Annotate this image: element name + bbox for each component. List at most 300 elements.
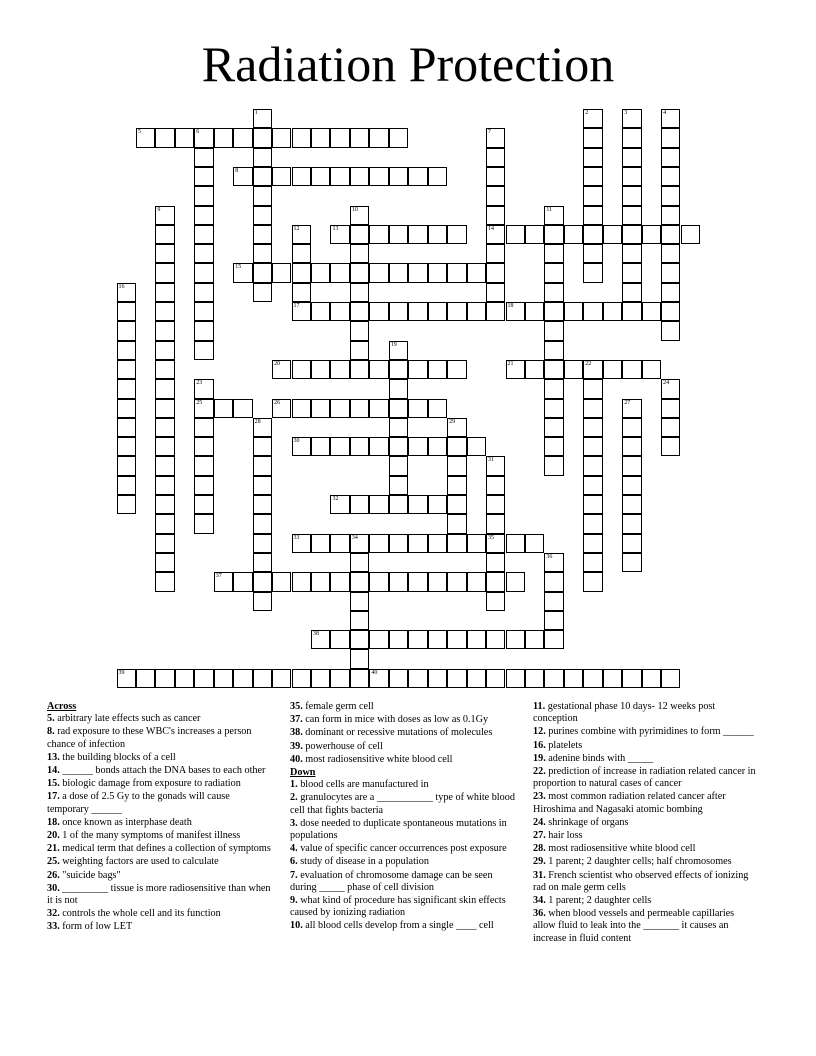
grid-cell[interactable] — [467, 437, 486, 456]
grid-cell[interactable] — [389, 630, 408, 649]
grid-cell[interactable] — [642, 302, 661, 321]
grid-cell[interactable] — [272, 263, 291, 282]
grid-cell[interactable] — [544, 456, 563, 475]
grid-cell[interactable] — [408, 399, 427, 418]
grid-cell[interactable] — [117, 399, 136, 418]
grid-cell[interactable] — [292, 302, 311, 321]
grid-cell[interactable] — [155, 399, 174, 418]
grid-cell[interactable] — [486, 476, 505, 495]
grid-cell[interactable] — [194, 456, 213, 475]
grid-cell[interactable] — [369, 630, 388, 649]
grid-cell[interactable] — [661, 225, 680, 244]
grid-cell[interactable] — [583, 514, 602, 533]
grid-cell[interactable] — [272, 399, 291, 418]
grid-cell[interactable] — [330, 437, 349, 456]
grid-cell[interactable] — [253, 514, 272, 533]
grid-cell[interactable] — [155, 360, 174, 379]
grid-cell[interactable] — [175, 669, 194, 688]
grid-cell[interactable] — [292, 283, 311, 302]
grid-cell[interactable] — [330, 630, 349, 649]
grid-cell[interactable] — [155, 553, 174, 572]
grid-cell[interactable] — [194, 148, 213, 167]
grid-cell[interactable] — [253, 128, 272, 147]
grid-cell[interactable] — [428, 572, 447, 591]
grid-cell[interactable] — [272, 360, 291, 379]
grid-cell[interactable] — [622, 109, 641, 128]
grid-cell[interactable] — [544, 630, 563, 649]
grid-cell[interactable] — [311, 167, 330, 186]
grid-cell[interactable] — [194, 514, 213, 533]
grid-cell[interactable] — [564, 360, 583, 379]
grid-cell[interactable] — [155, 669, 174, 688]
grid-cell[interactable] — [583, 572, 602, 591]
grid-cell[interactable] — [428, 534, 447, 553]
grid-cell[interactable] — [486, 244, 505, 263]
grid-cell[interactable] — [350, 167, 369, 186]
grid-cell[interactable] — [428, 360, 447, 379]
grid-cell[interactable] — [117, 341, 136, 360]
grid-cell[interactable] — [117, 418, 136, 437]
grid-cell[interactable] — [117, 456, 136, 475]
grid-cell[interactable] — [544, 399, 563, 418]
grid-cell[interactable] — [155, 341, 174, 360]
grid-cell[interactable] — [389, 495, 408, 514]
grid-cell[interactable] — [369, 572, 388, 591]
grid-cell[interactable] — [117, 476, 136, 495]
grid-cell[interactable] — [194, 321, 213, 340]
grid-cell[interactable] — [155, 302, 174, 321]
grid-cell[interactable] — [486, 283, 505, 302]
grid-cell[interactable] — [350, 495, 369, 514]
grid-cell[interactable] — [622, 225, 641, 244]
grid-cell[interactable] — [253, 669, 272, 688]
grid-cell[interactable] — [292, 225, 311, 244]
grid-cell[interactable] — [544, 321, 563, 340]
grid-cell[interactable] — [330, 302, 349, 321]
grid-cell[interactable] — [272, 167, 291, 186]
grid-cell[interactable] — [330, 534, 349, 553]
grid-cell[interactable] — [622, 437, 641, 456]
grid-cell[interactable] — [233, 263, 252, 282]
grid-cell[interactable] — [622, 360, 641, 379]
grid-cell[interactable] — [253, 418, 272, 437]
grid-cell[interactable] — [155, 514, 174, 533]
grid-cell[interactable] — [311, 302, 330, 321]
grid-cell[interactable] — [564, 225, 583, 244]
grid-cell[interactable] — [194, 302, 213, 321]
grid-cell[interactable] — [544, 244, 563, 263]
grid-cell[interactable] — [155, 476, 174, 495]
grid-cell[interactable] — [408, 572, 427, 591]
grid-cell[interactable] — [544, 611, 563, 630]
grid-cell[interactable] — [486, 263, 505, 282]
grid-cell[interactable] — [155, 418, 174, 437]
grid-cell[interactable] — [117, 360, 136, 379]
grid-cell[interactable] — [661, 186, 680, 205]
grid-cell[interactable] — [525, 302, 544, 321]
grid-cell[interactable] — [369, 534, 388, 553]
grid-cell[interactable] — [428, 399, 447, 418]
grid-cell[interactable] — [389, 456, 408, 475]
grid-cell[interactable] — [350, 225, 369, 244]
grid-cell[interactable] — [292, 128, 311, 147]
grid-cell[interactable] — [253, 553, 272, 572]
grid-cell[interactable] — [194, 167, 213, 186]
grid-cell[interactable] — [603, 225, 622, 244]
grid-cell[interactable] — [603, 669, 622, 688]
grid-cell[interactable] — [155, 572, 174, 591]
grid-cell[interactable] — [350, 302, 369, 321]
grid-cell[interactable] — [583, 456, 602, 475]
grid-cell[interactable] — [447, 514, 466, 533]
grid-cell[interactable] — [661, 437, 680, 456]
grid-cell[interactable] — [506, 669, 525, 688]
grid-cell[interactable] — [194, 495, 213, 514]
grid-cell[interactable] — [253, 109, 272, 128]
grid-cell[interactable] — [467, 263, 486, 282]
grid-cell[interactable] — [350, 534, 369, 553]
grid-cell[interactable] — [369, 399, 388, 418]
grid-cell[interactable] — [467, 534, 486, 553]
grid-cell[interactable] — [583, 109, 602, 128]
grid-cell[interactable] — [486, 302, 505, 321]
grid-cell[interactable] — [544, 341, 563, 360]
grid-cell[interactable] — [583, 495, 602, 514]
grid-cell[interactable] — [350, 437, 369, 456]
grid-cell[interactable] — [622, 283, 641, 302]
grid-cell[interactable] — [622, 128, 641, 147]
grid-cell[interactable] — [642, 225, 661, 244]
grid-cell[interactable] — [622, 244, 641, 263]
grid-cell[interactable] — [292, 244, 311, 263]
grid-cell[interactable] — [194, 128, 213, 147]
grid-cell[interactable] — [194, 341, 213, 360]
grid-cell[interactable] — [350, 128, 369, 147]
grid-cell[interactable] — [506, 302, 525, 321]
grid-cell[interactable] — [253, 244, 272, 263]
grid-cell[interactable] — [369, 302, 388, 321]
grid-cell[interactable] — [389, 476, 408, 495]
grid-cell[interactable] — [389, 399, 408, 418]
grid-cell[interactable] — [272, 128, 291, 147]
grid-cell[interactable] — [486, 630, 505, 649]
grid-cell[interactable] — [622, 476, 641, 495]
grid-cell[interactable] — [350, 206, 369, 225]
grid-cell[interactable] — [525, 360, 544, 379]
grid-cell[interactable] — [136, 669, 155, 688]
grid-cell[interactable] — [369, 225, 388, 244]
grid-cell[interactable] — [583, 167, 602, 186]
grid-cell[interactable] — [486, 167, 505, 186]
grid-cell[interactable] — [661, 321, 680, 340]
grid-cell[interactable] — [330, 399, 349, 418]
grid-cell[interactable] — [253, 225, 272, 244]
grid-cell[interactable] — [544, 418, 563, 437]
grid-cell[interactable] — [233, 399, 252, 418]
grid-cell[interactable] — [233, 669, 252, 688]
grid-cell[interactable] — [117, 283, 136, 302]
grid-cell[interactable] — [486, 128, 505, 147]
grid-cell[interactable] — [311, 630, 330, 649]
grid-cell[interactable] — [428, 437, 447, 456]
grid-cell[interactable] — [506, 572, 525, 591]
grid-cell[interactable] — [486, 186, 505, 205]
grid-cell[interactable] — [583, 399, 602, 418]
grid-cell[interactable] — [292, 669, 311, 688]
grid-cell[interactable] — [544, 225, 563, 244]
grid-cell[interactable] — [155, 321, 174, 340]
grid-cell[interactable] — [389, 534, 408, 553]
grid-cell[interactable] — [292, 399, 311, 418]
grid-cell[interactable] — [155, 495, 174, 514]
grid-cell[interactable] — [350, 399, 369, 418]
grid-cell[interactable] — [544, 379, 563, 398]
grid-cell[interactable] — [428, 263, 447, 282]
grid-cell[interactable] — [583, 360, 602, 379]
grid-cell[interactable] — [389, 437, 408, 456]
grid-cell[interactable] — [194, 283, 213, 302]
grid-cell[interactable] — [350, 553, 369, 572]
grid-cell[interactable] — [389, 263, 408, 282]
grid-cell[interactable] — [389, 418, 408, 437]
grid-cell[interactable] — [525, 534, 544, 553]
grid-cell[interactable] — [661, 283, 680, 302]
grid-cell[interactable] — [447, 456, 466, 475]
grid-cell[interactable] — [486, 514, 505, 533]
grid-cell[interactable] — [661, 128, 680, 147]
grid-cell[interactable] — [330, 263, 349, 282]
grid-cell[interactable] — [311, 669, 330, 688]
grid-cell[interactable] — [292, 534, 311, 553]
grid-cell[interactable] — [194, 669, 213, 688]
grid-cell[interactable] — [350, 630, 369, 649]
grid-cell[interactable] — [564, 302, 583, 321]
grid-cell[interactable] — [369, 263, 388, 282]
grid-cell[interactable] — [486, 553, 505, 572]
grid-cell[interactable] — [525, 669, 544, 688]
grid-cell[interactable] — [583, 244, 602, 263]
grid-cell[interactable] — [389, 669, 408, 688]
grid-cell[interactable] — [117, 495, 136, 514]
grid-cell[interactable] — [583, 263, 602, 282]
grid-cell[interactable] — [194, 418, 213, 437]
grid-cell[interactable] — [233, 128, 252, 147]
grid-cell[interactable] — [661, 109, 680, 128]
grid-cell[interactable] — [155, 244, 174, 263]
grid-cell[interactable] — [661, 148, 680, 167]
grid-cell[interactable] — [136, 128, 155, 147]
grid-cell[interactable] — [155, 437, 174, 456]
grid-cell[interactable] — [214, 572, 233, 591]
grid-cell[interactable] — [467, 302, 486, 321]
grid-cell[interactable] — [544, 592, 563, 611]
grid-cell[interactable] — [486, 148, 505, 167]
grid-cell[interactable] — [194, 225, 213, 244]
grid-cell[interactable] — [583, 476, 602, 495]
grid-cell[interactable] — [583, 534, 602, 553]
grid-cell[interactable] — [622, 669, 641, 688]
grid-cell[interactable] — [117, 302, 136, 321]
grid-cell[interactable] — [583, 418, 602, 437]
grid-cell[interactable] — [408, 669, 427, 688]
grid-cell[interactable] — [583, 437, 602, 456]
grid-cell[interactable] — [350, 321, 369, 340]
grid-cell[interactable] — [117, 437, 136, 456]
grid-cell[interactable] — [330, 167, 349, 186]
grid-cell[interactable] — [603, 360, 622, 379]
grid-cell[interactable] — [408, 225, 427, 244]
grid-cell[interactable] — [311, 572, 330, 591]
grid-cell[interactable] — [525, 630, 544, 649]
grid-cell[interactable] — [583, 225, 602, 244]
grid-cell[interactable] — [661, 167, 680, 186]
grid-cell[interactable] — [214, 399, 233, 418]
grid-cell[interactable] — [486, 206, 505, 225]
grid-cell[interactable] — [214, 669, 233, 688]
grid-cell[interactable] — [583, 302, 602, 321]
grid-cell[interactable] — [622, 167, 641, 186]
grid-cell[interactable] — [194, 186, 213, 205]
grid-cell[interactable] — [233, 572, 252, 591]
grid-cell[interactable] — [428, 225, 447, 244]
grid-cell[interactable] — [486, 592, 505, 611]
grid-cell[interactable] — [408, 167, 427, 186]
grid-cell[interactable] — [330, 669, 349, 688]
grid-cell[interactable] — [389, 302, 408, 321]
grid-cell[interactable] — [486, 669, 505, 688]
grid-cell[interactable] — [253, 283, 272, 302]
grid-cell[interactable] — [330, 225, 349, 244]
grid-cell[interactable] — [350, 649, 369, 668]
grid-cell[interactable] — [622, 399, 641, 418]
grid-cell[interactable] — [194, 379, 213, 398]
grid-cell[interactable] — [311, 128, 330, 147]
grid-cell[interactable] — [350, 341, 369, 360]
grid-cell[interactable] — [194, 263, 213, 282]
grid-cell[interactable] — [428, 167, 447, 186]
grid-cell[interactable] — [544, 206, 563, 225]
grid-cell[interactable] — [408, 630, 427, 649]
grid-cell[interactable] — [369, 167, 388, 186]
grid-cell[interactable] — [350, 592, 369, 611]
grid-cell[interactable] — [622, 495, 641, 514]
grid-cell[interactable] — [603, 302, 622, 321]
grid-cell[interactable] — [155, 263, 174, 282]
grid-cell[interactable] — [583, 128, 602, 147]
grid-cell[interactable] — [486, 456, 505, 475]
grid-cell[interactable] — [369, 128, 388, 147]
grid-cell[interactable] — [447, 225, 466, 244]
grid-cell[interactable] — [272, 572, 291, 591]
grid-cell[interactable] — [311, 534, 330, 553]
grid-cell[interactable] — [467, 669, 486, 688]
grid-cell[interactable] — [155, 128, 174, 147]
grid-cell[interactable] — [544, 553, 563, 572]
grid-cell[interactable] — [253, 263, 272, 282]
grid-cell[interactable] — [253, 206, 272, 225]
grid-cell[interactable] — [622, 206, 641, 225]
grid-cell[interactable] — [214, 128, 233, 147]
grid-cell[interactable] — [622, 553, 641, 572]
grid-cell[interactable] — [661, 669, 680, 688]
grid-cell[interactable] — [175, 128, 194, 147]
grid-cell[interactable] — [330, 495, 349, 514]
grid-cell[interactable] — [311, 360, 330, 379]
grid-cell[interactable] — [389, 341, 408, 360]
grid-cell[interactable] — [622, 456, 641, 475]
grid-cell[interactable] — [350, 263, 369, 282]
grid-cell[interactable] — [622, 514, 641, 533]
grid-cell[interactable] — [155, 534, 174, 553]
grid-cell[interactable] — [292, 437, 311, 456]
grid-cell[interactable] — [253, 495, 272, 514]
grid-cell[interactable] — [544, 669, 563, 688]
grid-cell[interactable] — [408, 437, 427, 456]
grid-cell[interactable] — [661, 263, 680, 282]
grid-cell[interactable] — [350, 572, 369, 591]
grid-cell[interactable] — [447, 669, 466, 688]
grid-cell[interactable] — [194, 437, 213, 456]
grid-cell[interactable] — [311, 263, 330, 282]
grid-cell[interactable] — [467, 572, 486, 591]
grid-cell[interactable] — [447, 360, 466, 379]
grid-cell[interactable] — [661, 302, 680, 321]
grid-cell[interactable] — [369, 437, 388, 456]
grid-cell[interactable] — [467, 630, 486, 649]
grid-cell[interactable] — [194, 206, 213, 225]
grid-cell[interactable] — [292, 167, 311, 186]
grid-cell[interactable] — [447, 302, 466, 321]
grid-cell[interactable] — [544, 572, 563, 591]
grid-cell[interactable] — [583, 669, 602, 688]
grid-cell[interactable] — [506, 534, 525, 553]
grid-cell[interactable] — [369, 360, 388, 379]
grid-cell[interactable] — [350, 283, 369, 302]
grid-cell[interactable] — [117, 321, 136, 340]
grid-cell[interactable] — [622, 302, 641, 321]
grid-cell[interactable] — [544, 360, 563, 379]
grid-cell[interactable] — [622, 534, 641, 553]
grid-cell[interactable] — [622, 418, 641, 437]
grid-cell[interactable] — [117, 669, 136, 688]
grid-cell[interactable] — [155, 456, 174, 475]
grid-cell[interactable] — [642, 669, 661, 688]
grid-cell[interactable] — [622, 263, 641, 282]
grid-cell[interactable] — [253, 572, 272, 591]
grid-cell[interactable] — [330, 128, 349, 147]
grid-cell[interactable] — [506, 360, 525, 379]
grid-cell[interactable] — [583, 186, 602, 205]
grid-cell[interactable] — [350, 360, 369, 379]
grid-cell[interactable] — [661, 418, 680, 437]
grid-cell[interactable] — [525, 225, 544, 244]
grid-cell[interactable] — [447, 418, 466, 437]
grid-cell[interactable] — [486, 534, 505, 553]
grid-cell[interactable] — [447, 476, 466, 495]
grid-cell[interactable] — [253, 534, 272, 553]
grid-cell[interactable] — [622, 186, 641, 205]
grid-cell[interactable] — [369, 495, 388, 514]
grid-cell[interactable] — [272, 669, 291, 688]
grid-cell[interactable] — [350, 669, 369, 688]
grid-cell[interactable] — [155, 225, 174, 244]
grid-cell[interactable] — [428, 630, 447, 649]
grid-cell[interactable] — [233, 167, 252, 186]
grid-cell[interactable] — [428, 302, 447, 321]
grid-cell[interactable] — [311, 437, 330, 456]
grid-cell[interactable] — [506, 225, 525, 244]
grid-cell[interactable] — [486, 495, 505, 514]
